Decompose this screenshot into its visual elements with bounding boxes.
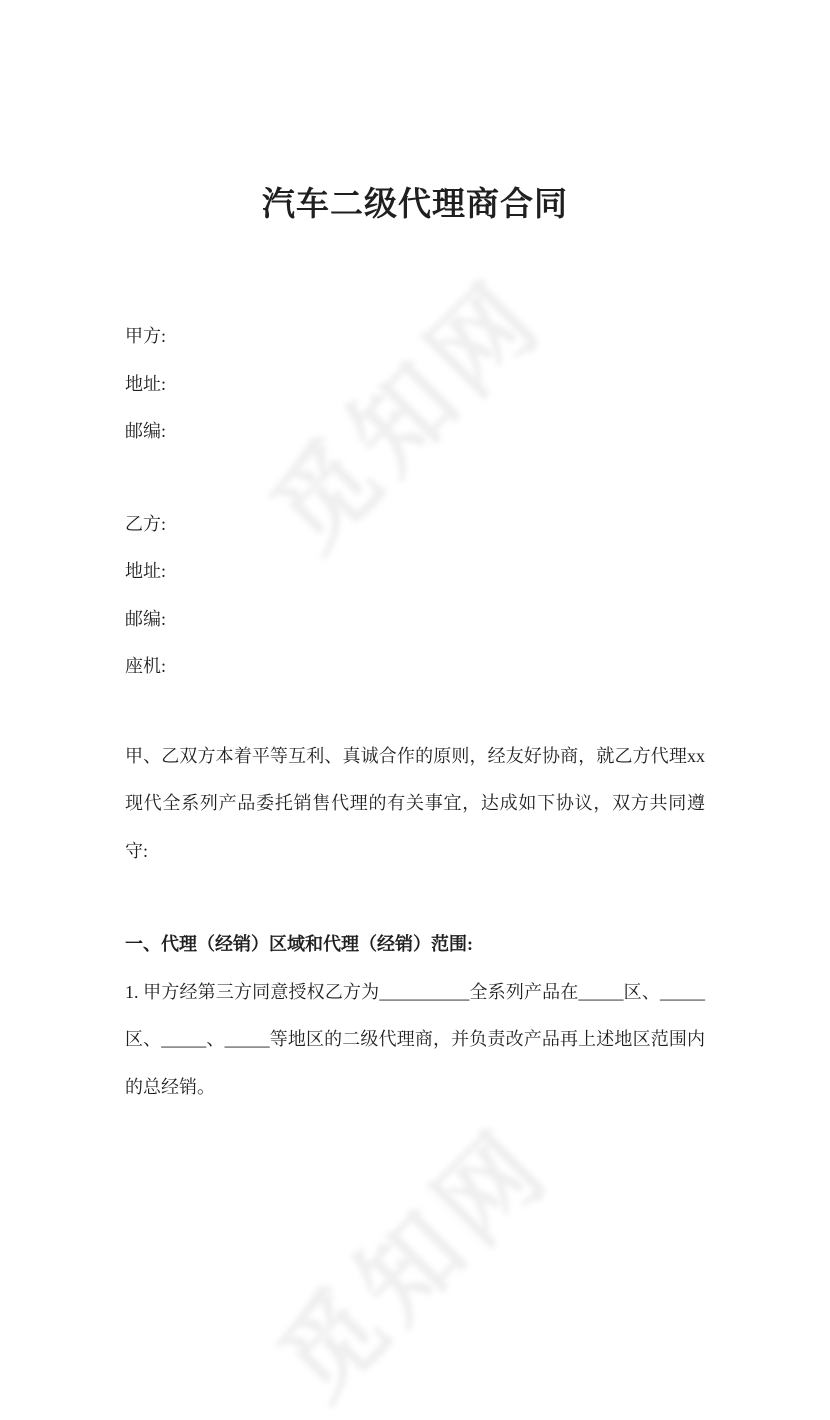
party-a-name-label: 甲方:: [125, 326, 167, 346]
watermark-mizhiwang-bottom: 觅知网: [258, 1107, 572, 1420]
party-a-postcode-label: 邮编:: [125, 421, 167, 441]
party-b-landline-label: 座机:: [125, 656, 167, 676]
party-a-block: [125, 313, 705, 456]
party-b-block: [125, 501, 705, 691]
contract-title: 汽车二级代理商合同: [262, 187, 568, 223]
intro-paragraph: 甲、乙双方本着平等互利、真诚合作的原则，经友好协商，就乙方代理xx现代全系列产品委托销售代理的有关事宜，达成如下协议，双方共同遵守:: [125, 745, 705, 861]
party-b-address-label: 地址:: [125, 561, 167, 581]
party-a-address-label: 地址:: [125, 373, 167, 394]
section-1-clause-1: 1. 甲方经第三方同意授权乙方为__________全系列产品在_____区、_____区、_____、_____等地区的二级代理商，并负责改产品再上述地区范围内的总经销。: [125, 981, 705, 1097]
watermark-mizhiwang: 觅知网: [251, 258, 565, 572]
party-b-name-label: 乙方:: [125, 513, 167, 534]
party-b-postcode-label: 邮编:: [125, 608, 167, 629]
section-1-heading: 一、代理（经销）区域和代理（经销）范围:: [125, 934, 473, 954]
